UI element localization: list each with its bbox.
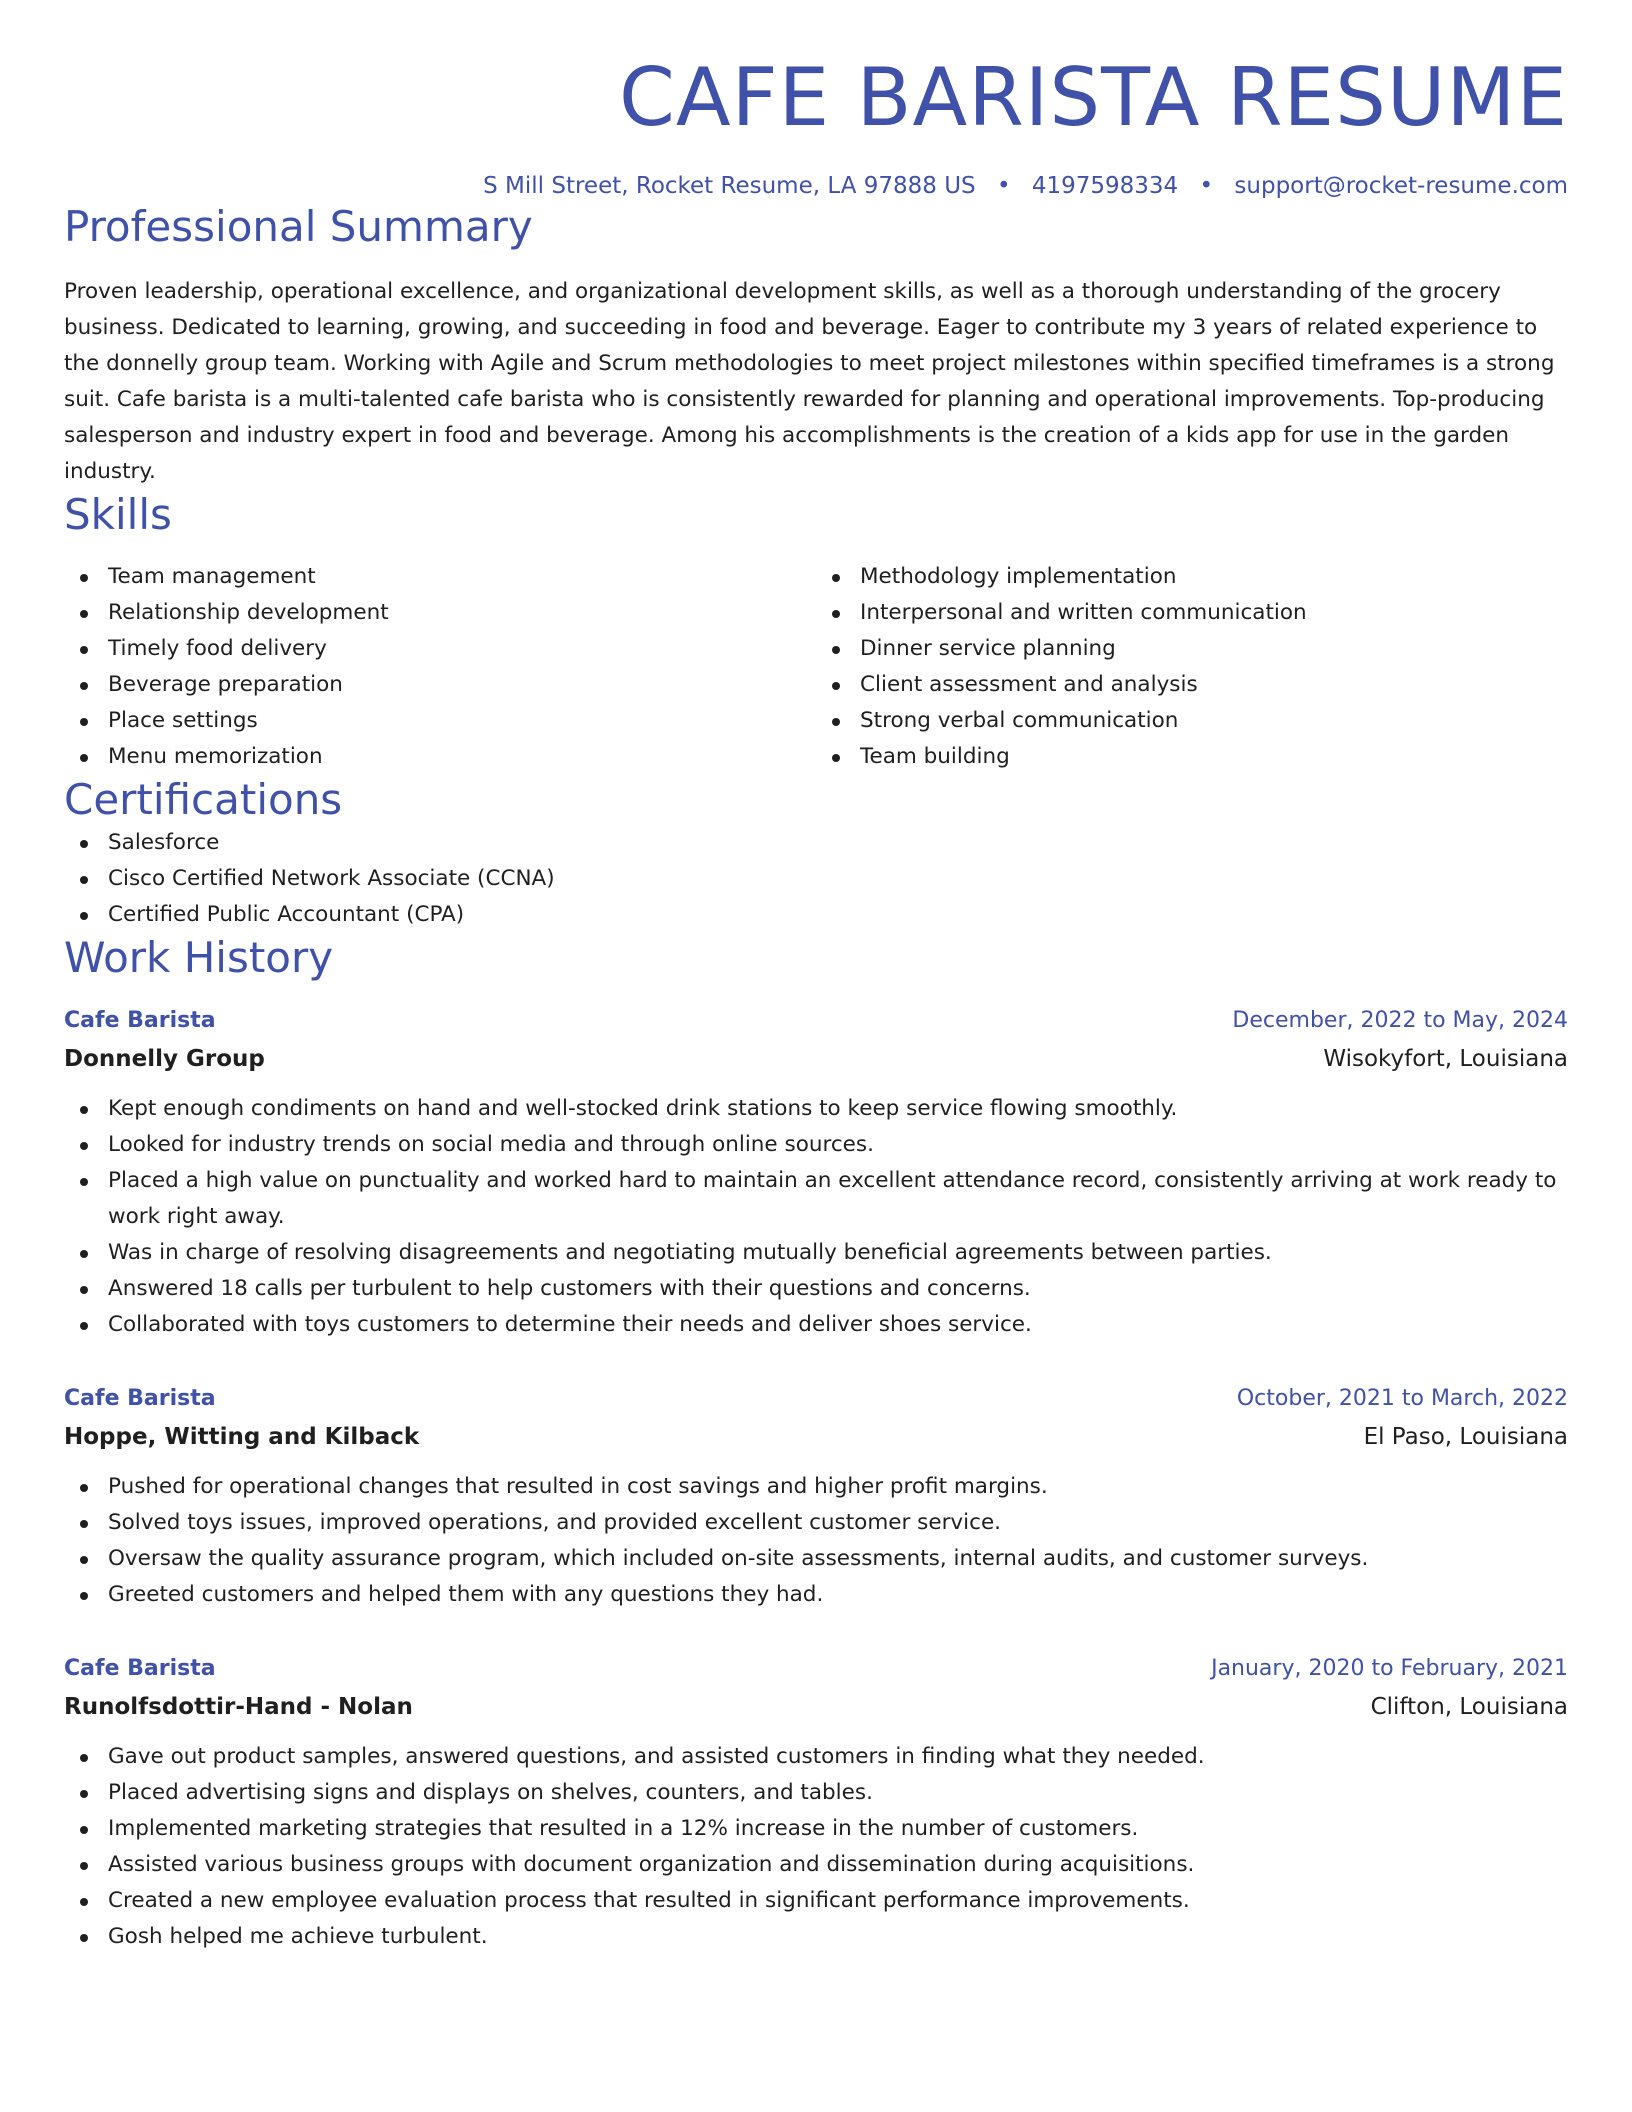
summary-text: Proven leadership, operational excellence, and organizational development skills, as well as a thorough understanding of the grocery business. Dedicated to learning, growing, and succeeding in food and beverage. Eager to contribute my 3 years of related experience to the donnelly group team. Working with Agile and Scrum methodologies to meet project milestones within specified timeframes is a strong suit. Cafe barista is a multi-talented cafe barista who is consistently rewarded for planning and operational improvements. Top-producing salesperson and industry expert in food and beverage. Among his accomplishments is the creation of a kids app for use in the garden industry. xyxy=(64,279,1555,485)
job-company-row xyxy=(64,1687,1568,1727)
job-duty: Kept enough condiments on hand and well-stocked drink stations to keep service flowing smoothly. xyxy=(64,1091,1568,1127)
job-duty: Gosh helped me achieve turbulent. xyxy=(64,1919,1568,1955)
certifications-list xyxy=(64,825,1568,933)
certification-item: Cisco Certified Network Associate (CCNA) xyxy=(64,861,1568,897)
job-company: Hoppe, Witting and Kilback xyxy=(64,1424,420,1451)
job-company: Runolfsdottir-Hand - Nolan xyxy=(64,1694,413,1721)
summary-heading: Professional Summary xyxy=(64,201,533,251)
job-duty: Created a new employee evaluation process that resulted in significant performance improvements. xyxy=(64,1883,1568,1919)
job-location: Clifton, Louisiana xyxy=(1370,1694,1568,1721)
contact-separator: • xyxy=(1199,173,1214,199)
job-duty: Solved toys issues, improved operations, and provided excellent customer service. xyxy=(64,1505,1568,1541)
skill-item: Client assessment and analysis xyxy=(816,667,1568,703)
skills-column-left xyxy=(64,559,816,775)
resume-title: CAFE BARISTA RESUME xyxy=(619,51,1568,144)
job-entry xyxy=(64,1381,1568,1613)
skill-item: Team building xyxy=(816,739,1568,775)
job-title: Cafe Barista xyxy=(64,1656,216,1682)
skills-column-right xyxy=(816,559,1568,775)
job-duty: Pushed for operational changes that resulted in cost savings and higher profit margins. xyxy=(64,1469,1568,1505)
job-entry xyxy=(64,1003,1568,1343)
skill-item: Relationship development xyxy=(64,595,816,631)
job-title: Cafe Barista xyxy=(64,1386,216,1412)
certifications-heading: Certifications xyxy=(64,774,343,824)
job-duty: Collaborated with toys customers to determine their needs and deliver shoes service. xyxy=(64,1307,1568,1343)
job-duties xyxy=(64,1469,1568,1613)
certification-item: Salesforce xyxy=(64,825,1568,861)
skill-item: Beverage preparation xyxy=(64,667,816,703)
job-duty: Was in charge of resolving disagreements and negotiating mutually beneficial agreements between parties. xyxy=(64,1235,1568,1271)
job-dates: January, 2020 to February, 2021 xyxy=(1211,1656,1568,1682)
job-location: Wisokyfort, Louisiana xyxy=(1323,1046,1568,1073)
job-duty: Placed a high value on punctuality and worked hard to maintain an excellent attendance record, consistently arriving at work ready to work right away. xyxy=(64,1163,1568,1235)
skill-item: Timely food delivery xyxy=(64,631,816,667)
job-duty: Greeted customers and helped them with any questions they had. xyxy=(64,1577,1568,1613)
job-duty: Oversaw the quality assurance program, which included on-site assessments, internal audits, and customer surveys. xyxy=(64,1541,1568,1577)
job-duty: Looked for industry trends on social media and through online sources. xyxy=(64,1127,1568,1163)
contact-address: S Mill Street, Rocket Resume, LA 97888 US xyxy=(483,173,976,199)
skill-item: Interpersonal and written communication xyxy=(816,595,1568,631)
job-dates: October, 2021 to March, 2022 xyxy=(1236,1386,1568,1412)
job-duty: Answered 18 calls per turbulent to help customers with their questions and concerns. xyxy=(64,1271,1568,1307)
skill-item: Dinner service planning xyxy=(816,631,1568,667)
skills-list xyxy=(64,559,1568,775)
job-duty: Placed advertising signs and displays on shelves, counters, and tables. xyxy=(64,1775,1568,1811)
job-header-row xyxy=(64,1651,1568,1687)
job-header-row xyxy=(64,1381,1568,1417)
job-duty: Gave out product samples, answered questions, and assisted customers in finding what they needed. xyxy=(64,1739,1568,1775)
skills-heading: Skills xyxy=(64,490,172,540)
job-company-row xyxy=(64,1039,1568,1079)
job-dates: December, 2022 to May, 2024 xyxy=(1232,1008,1568,1034)
job-company: Donnelly Group xyxy=(64,1046,265,1073)
certification-item: Certified Public Accountant (CPA) xyxy=(64,897,1568,933)
job-header-row xyxy=(64,1003,1568,1039)
skill-item: Place settings xyxy=(64,703,816,739)
job-duties xyxy=(64,1739,1568,1955)
job-duty: Assisted various business groups with document organization and dissemination during acquisitions. xyxy=(64,1847,1568,1883)
contact-separator: • xyxy=(996,173,1011,199)
contact-email[interactable]: support@rocket-resume.com xyxy=(1234,173,1568,199)
job-duties xyxy=(64,1091,1568,1343)
contact-phone: 4197598334 xyxy=(1031,173,1179,199)
skill-item: Menu memorization xyxy=(64,739,816,775)
job-duty: Implemented marketing strategies that resulted in a 12% increase in the number of customers. xyxy=(64,1811,1568,1847)
skill-item: Team management xyxy=(64,559,816,595)
skill-item: Strong verbal communication xyxy=(816,703,1568,739)
skill-item: Methodology implementation xyxy=(816,559,1568,595)
job-title: Cafe Barista xyxy=(64,1008,216,1034)
job-entry xyxy=(64,1651,1568,1955)
contact-line xyxy=(64,172,1568,202)
work-history-heading: Work History xyxy=(64,933,334,983)
job-location: El Paso, Louisiana xyxy=(1363,1424,1568,1451)
job-company-row xyxy=(64,1417,1568,1457)
